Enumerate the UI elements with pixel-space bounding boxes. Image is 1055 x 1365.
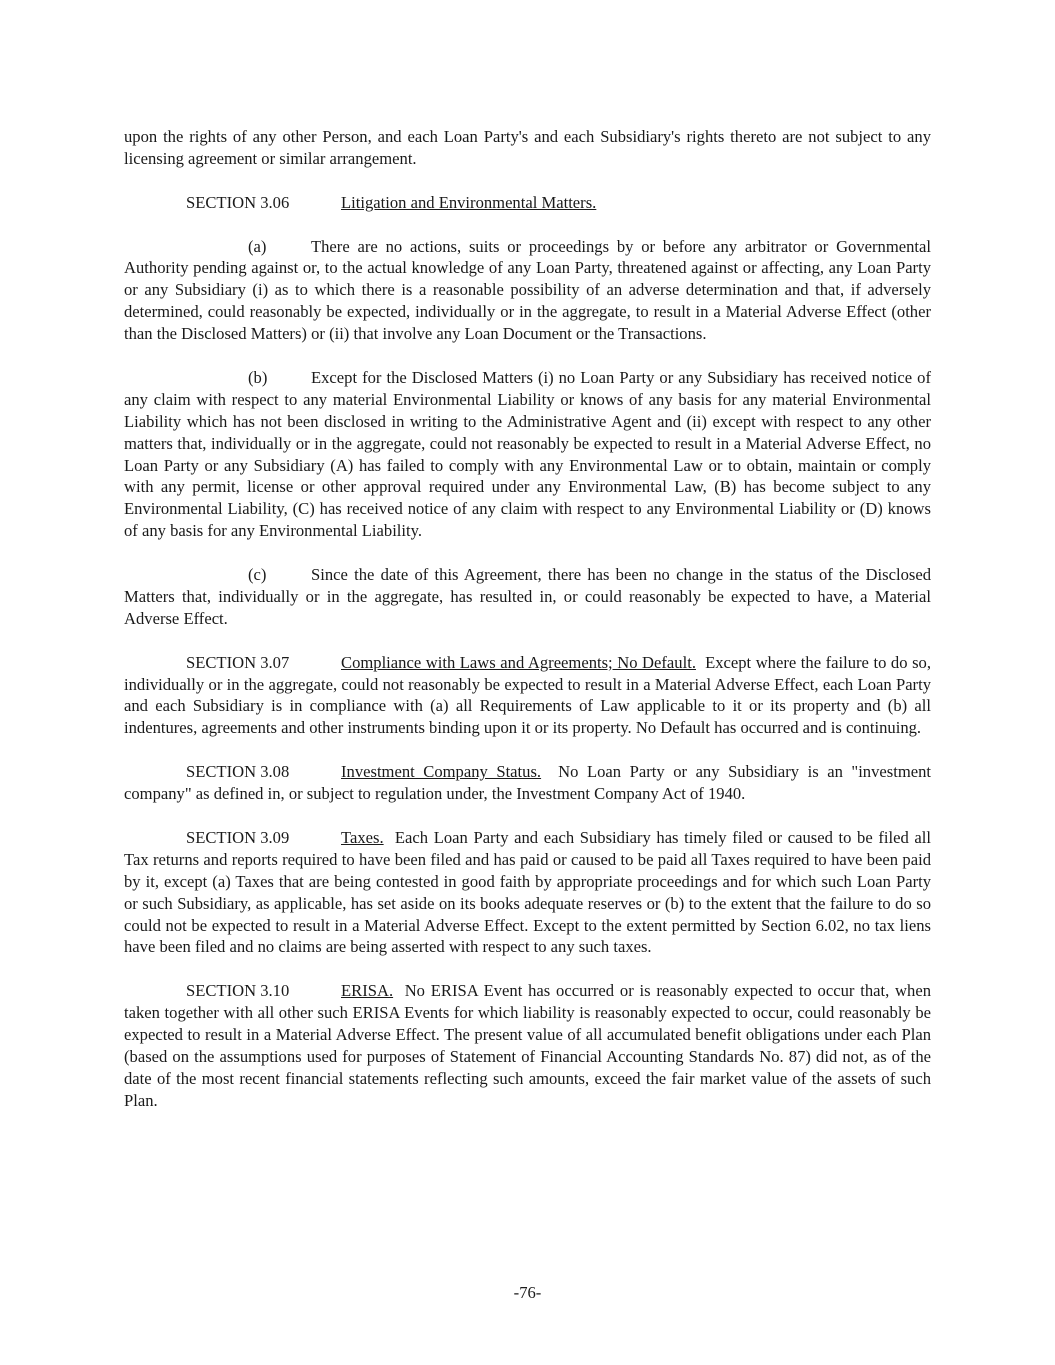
- clause-label: (b): [248, 367, 268, 387]
- section-title: Litigation and Environmental Matters.: [341, 192, 597, 212]
- clause-text: There are no actions, suits or proceedings by or before any arbitrator or Governmental Authority pending against or, to the actual knowledge of any Loan Party, threatened against or affecting, any Loan Party or any Subsidiary (i) as to which there is a reasonable possibility of an adverse determination and that, if adversely determined, could reasonably be expected, individually or in the aggregate, to result in a Material Adverse Effect (other than the Disclosed Matters) or (ii) that involve any Loan Document or the Transactions.: [124, 236, 931, 344]
- section-3-06-c: [124, 564, 931, 630]
- section-3-08: [124, 761, 931, 805]
- section-3-07: [124, 652, 931, 740]
- section-text: No ERISA Event has occurred or is reasonably expected to occur that, when taken together with all other such ERISA Events for which liability is reasonably expected to occur, could reasonably be expected to result in a Material Adverse Effect. The present value of all accumulated benefit obligations under each Plan (based on the assumptions used for purposes of Statement of Financial Accounting Standards No. 87) did not, as of the date of the most recent financial statements reflecting such amounts, exceed the fair market value of the assets of such Plan.: [124, 981, 931, 1110]
- section-number: SECTION 3.07: [186, 652, 290, 672]
- section-number: SECTION 3.06: [186, 192, 290, 212]
- clause-label: (a): [248, 236, 267, 256]
- section-number: SECTION 3.09: [186, 827, 290, 847]
- page-number: -76-: [513, 1283, 542, 1302]
- section-3-06-a: [124, 236, 931, 346]
- section-3-06-heading: [124, 192, 931, 214]
- section-number: SECTION 3.10: [186, 981, 290, 1001]
- section-text: Each Loan Party and each Subsidiary has timely filed or caused to be filed all Tax returns and reports required to have been filed and has paid or caused to be paid all Taxes required to have been paid by it, except (a) Taxes that are being contested in good faith by appropriate proceedings and for which such Loan Party or such Subsidiary, as applicable, has set aside on its books adequate reserves or (b) to the extent that the failure to do so could not be expected to result in a Material Adverse Effect. Except to the extent permitted by Section 6.02, no tax liens have been filed and no claims are being asserted with respect to any such taxes.: [124, 827, 931, 957]
- document-body: [124, 126, 931, 1112]
- section-title: ERISA.: [341, 981, 394, 1001]
- carryover-paragraph: upon the rights of any other Person, and each Loan Party's and each Subsidiary's rights thereto are not subject to any licensing agreement or similar arrangement.: [124, 127, 931, 168]
- section-text: Except where the failure to do so, individually or in the aggregate, could not reasonably be expected to result in a Material Adverse Effect, each Loan Party and each Subsidiary is in compliance with (a) all Requirements of Law applicable to it or its property and (b) all indentures, agreements and other instruments binding upon it or its property. No Default has occurred and is continuing.: [124, 652, 931, 738]
- section-title: Compliance with Laws and Agreements; No Default.: [341, 652, 696, 672]
- section-title: Investment Company Status.: [341, 762, 542, 782]
- clause-text: Except for the Disclosed Matters (i) no Loan Party or any Subsidiary has received notice of any claim with respect to any material Environmental Liability or knows of any basis for any material Environmental Liability which has not been disclosed in writing to the Administrative Agent and (ii) except with respect to any other matters that, individually or in the aggregate, could not reasonably be expected to result in a Material Adverse Effect, no Loan Party or any Subsidiary (A) has failed to comply with any Environmental Law or to obtain, maintain or comply with any permit, license or other approval required under any Environmental Law, (B) has become subject to any Environmental Liability, (C) has received notice of any claim with respect to any Environmental Liability or (D) knows of any basis for any Environmental Liability.: [124, 367, 931, 541]
- section-3-10: [124, 980, 931, 1111]
- section-title: Taxes.: [341, 827, 384, 847]
- clause-text: Since the date of this Agreement, there has been no change in the status of the Disclosed Matters that, individually or in the aggregate, has resulted in, or could reasonably be expected to have, a Material Adverse Effect.: [124, 565, 931, 628]
- section-3-06-b: [124, 367, 931, 542]
- section-text: No Loan Party or any Subsidiary is an "investment company" as defined in, or subject to regulation under, the Investment Company Act of 1940.: [124, 762, 932, 804]
- section-number: SECTION 3.08: [186, 762, 290, 782]
- section-3-09: [124, 827, 931, 958]
- clause-label: (c): [248, 565, 267, 585]
